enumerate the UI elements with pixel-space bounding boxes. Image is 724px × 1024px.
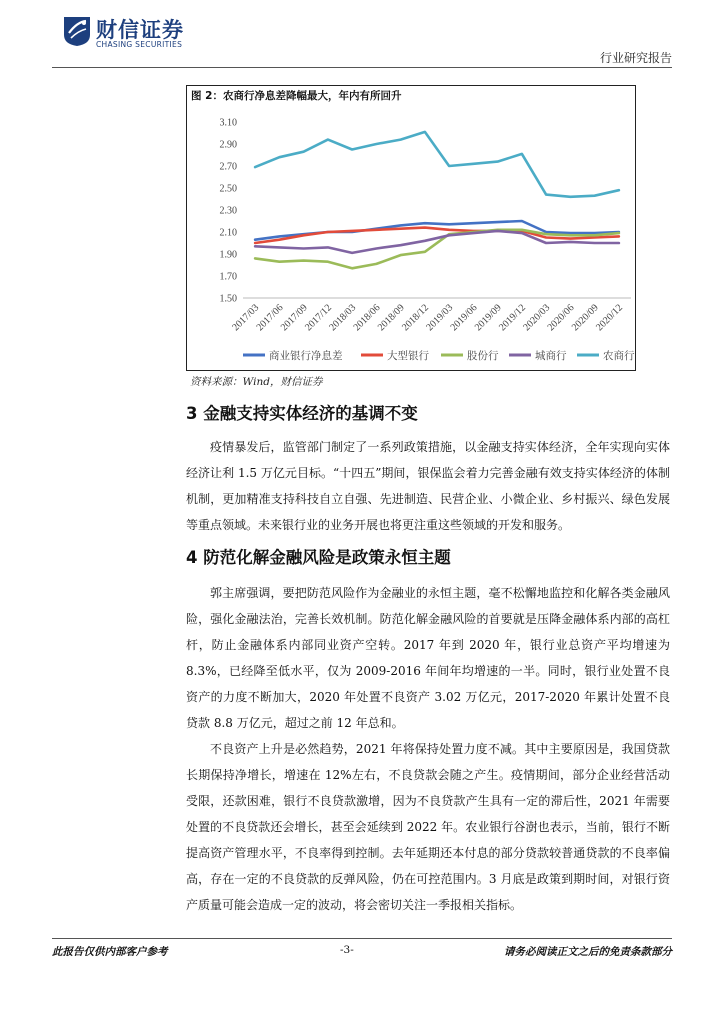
x-tick-label: 2018/03 <box>327 302 359 334</box>
y-tick-label: 2.50 <box>219 183 237 195</box>
y-tick-label: 1.70 <box>219 271 237 283</box>
legend-label-2: 股份行 <box>467 350 499 362</box>
x-tick-label: 2020/12 <box>594 302 625 334</box>
legend-label-4: 农商行 <box>603 350 635 362</box>
y-tick-label: 1.50 <box>219 293 237 305</box>
footer-divider <box>52 938 672 939</box>
y-tick-label: 2.90 <box>219 139 237 151</box>
x-tick-label: 2019/09 <box>472 302 504 334</box>
x-tick-label: 2018/12 <box>400 302 431 334</box>
legend-label-1: 大型银行 <box>387 350 429 362</box>
page-number: -3- <box>340 944 354 956</box>
section-4-heading: 4 防范化解金融风险是政策永恒主题 <box>186 548 451 567</box>
legend-label-0: 商业银行净息差 <box>269 350 343 362</box>
y-tick-label: 2.30 <box>219 205 237 217</box>
series-line-4 <box>255 132 619 197</box>
x-tick-label: 2018/09 <box>375 302 407 334</box>
company-logo-icon <box>62 13 92 47</box>
x-tick-label: 2017/03 <box>230 302 262 334</box>
legend-label-3: 城商行 <box>535 350 567 362</box>
x-tick-label: 2019/03 <box>424 302 456 334</box>
y-tick-label: 2.10 <box>219 227 237 239</box>
section-3-heading: 3 金融支持实体经济的基调不变 <box>186 404 418 423</box>
x-tick-label: 2017/12 <box>303 302 334 334</box>
x-tick-label: 2018/06 <box>351 302 383 334</box>
y-tick-label: 3.10 <box>219 117 237 129</box>
logo-chinese-name: 财信证券 <box>96 18 184 42</box>
line-chart <box>187 86 635 370</box>
figure-source: 资料来源：Wind，财信证券 <box>190 376 323 388</box>
x-tick-label: 2017/06 <box>254 302 286 334</box>
page-header <box>0 0 724 65</box>
section-3-paragraph-1: 疫情暴发后，监管部门制定了一系列政策措施，以金融支持实体经济，全年实现向实体经济让利 1.5 万亿元目标。“十四五”期间，银保监会着力完善金融有效支持实体经济的体制机制，更加精准支持科技自立自强、先进制造、民营企业、小微企业、乡村振兴、绿色发展等重点领域。未来银行业的业务开展也将更注重这些领域的开发和服务。 <box>186 440 670 532</box>
section-4-paragraph-2: 不良资产上升是必然趋势，2021 年将保持处置力度不减。其中主要原因是，我国贷款长期保持净增长，增速在 12%左右，不良贷款会随之产生。疫情期间，部分企业经营活动受限，还款困难，银行不良贷款激增，因为不良贷款产生具有一定的滞后性，2021 年需要处置的不良贷款还会增长，甚至会延续到 2022 年。农业银行谷澍也表示，当前，银行不断提高资产管理水平，不良率得到控制。去年延期还本付息的部分贷款较普通贷款的不良率偏高，存在一定的不良贷款的反弹风险，仍在可控范围内。3 月底是政策到期时间，对银行资产质量可能会造成一定的波动，将会密切关注一季报相关指标。 <box>186 742 670 912</box>
figure-2-chart <box>186 85 636 371</box>
y-tick-label: 1.90 <box>219 249 237 261</box>
x-tick-label: 2020/06 <box>545 302 577 334</box>
x-tick-label: 2019/12 <box>497 302 528 334</box>
x-tick-label: 2020/03 <box>521 302 553 334</box>
footer-notice: 请务必阅读正文之后的免责条款部分 <box>504 946 672 958</box>
section-4-paragraph-1: 郭主席强调，要把防范风险作为金融业的永恒主题，毫不松懈地监控和化解各类金融风险，强化金融法治，完善长效机制。防范化解金融风险的首要就是压降金融体系内部的高杠杆，防止金融体系内部同业资产空转。2017 年到 2020 年，银行业总资产平均增速为 8.3%，已经降至低水平，仅为 2009-2016 年间年均增速的一半。同时，银行业处置不良资产的力度不断加大，2020 年处置不良资产 3.02 万亿元，2017-2020 年累计处置不良贷款 8.8 万亿元，超过之前 12 年总和。 <box>186 586 670 730</box>
x-tick-label: 2017/09 <box>278 302 310 334</box>
header-divider <box>52 67 672 68</box>
x-tick-label: 2019/06 <box>448 302 480 334</box>
report-type-label: 行业研究报告 <box>599 51 672 65</box>
logo-english-name: CHASING SECURITIES <box>96 40 183 49</box>
y-tick-label: 2.70 <box>219 161 237 173</box>
figure-title: 图 2：农商行净息差降幅最大，年内有所回升 <box>191 90 402 102</box>
footer-disclaimer: 此报告仅供内部客户参考 <box>52 946 168 958</box>
x-tick-label: 2020/09 <box>569 302 601 334</box>
